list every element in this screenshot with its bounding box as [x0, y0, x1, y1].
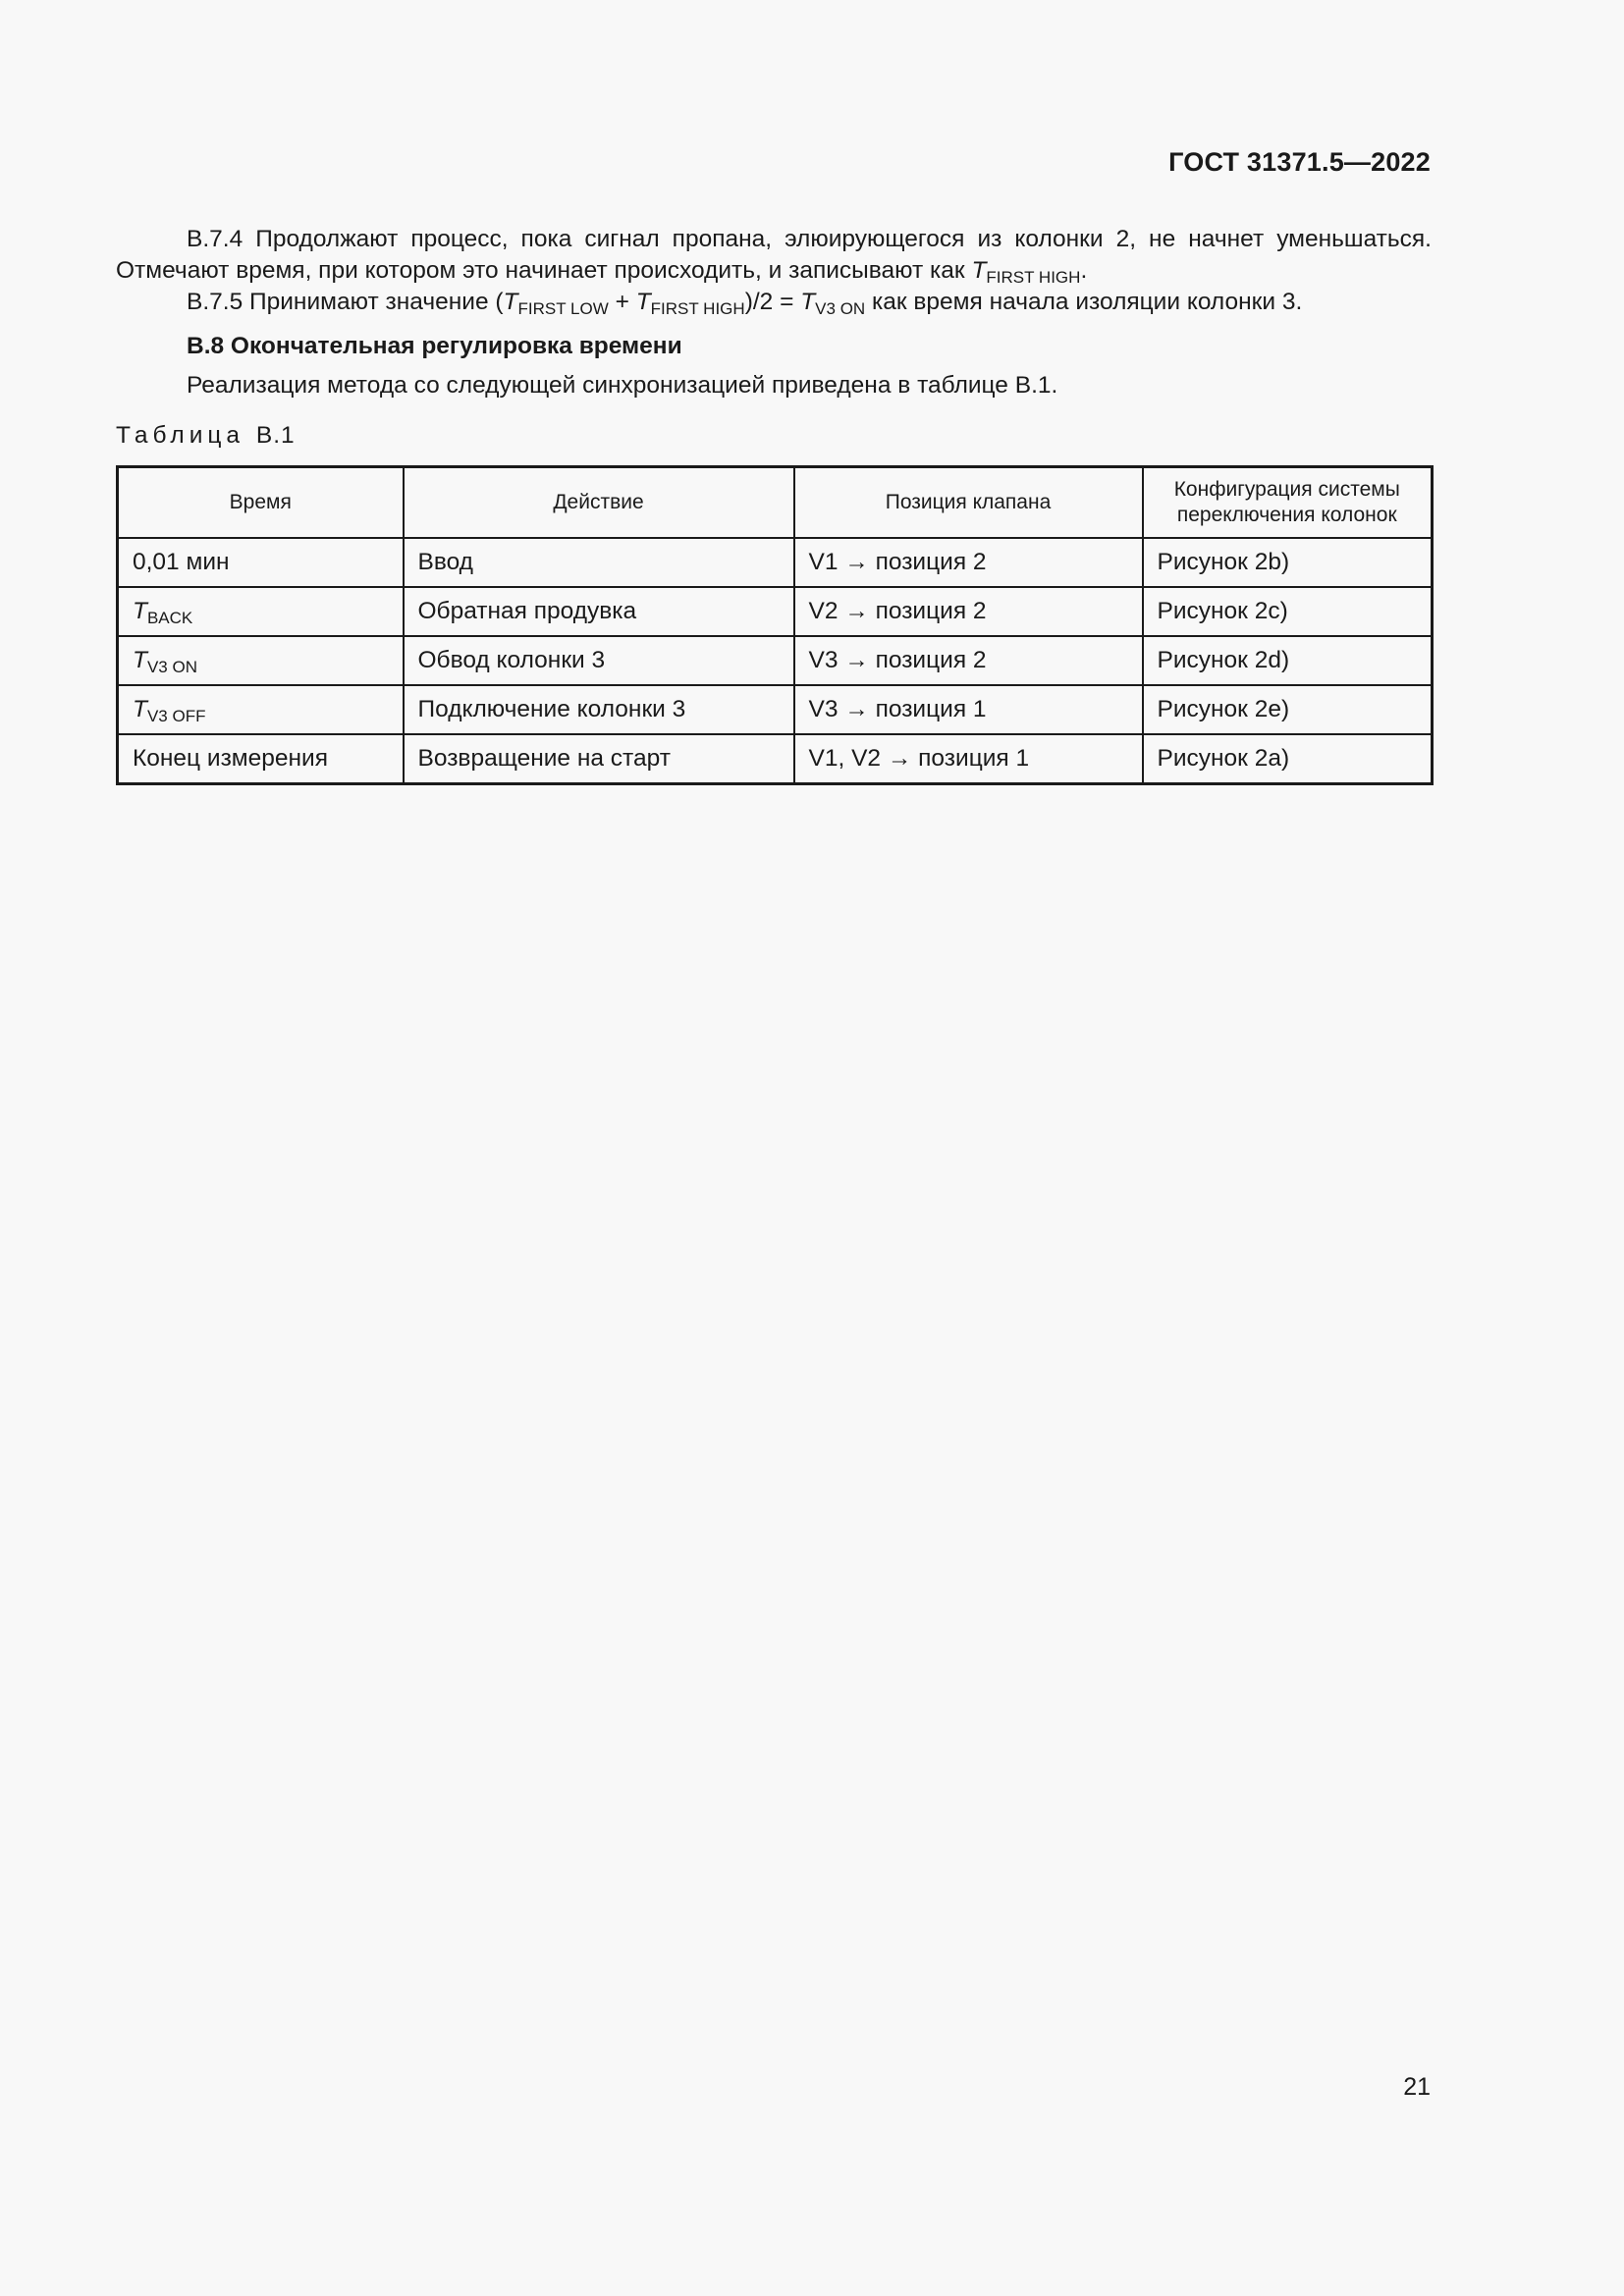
- t-subscript: FIRST LOW: [517, 299, 609, 318]
- header-valve-position: Позиция клапана: [794, 467, 1143, 539]
- table-caption-number: В.1: [255, 422, 296, 449]
- t-symbol: T: [133, 696, 147, 722]
- t-subscript: BACK: [146, 609, 193, 627]
- cell-config: Рисунок 2a): [1143, 734, 1433, 784]
- cell-time: 0,01 мин: [118, 538, 404, 587]
- table-caption: [116, 422, 296, 450]
- cell-time: [118, 636, 404, 685]
- paragraph-text: как время начала изоляции колонки 3.: [865, 289, 1303, 315]
- cell-action: Подключение колонки 3: [404, 685, 794, 734]
- table-row: [118, 685, 1433, 734]
- t-symbol: T: [971, 257, 987, 284]
- cell-config: Рисунок 2c): [1143, 587, 1433, 636]
- cell-valve: V3 → позиция 2: [794, 636, 1143, 685]
- t-symbol: T: [133, 647, 147, 673]
- cell-config: Рисунок 2d): [1143, 636, 1433, 685]
- cell-time: [118, 587, 404, 636]
- timing-table: [116, 465, 1434, 785]
- header-action: Действие: [404, 467, 794, 539]
- table-caption-word: Таблица: [116, 422, 245, 449]
- t-symbol: T: [503, 289, 518, 315]
- cell-action: Обратная продувка: [404, 587, 794, 636]
- cell-time: Конец измерения: [118, 734, 404, 784]
- t-subscript: V3 ON: [146, 658, 197, 676]
- section-heading: В.8 Окончательная регулировка времени: [187, 333, 682, 359]
- paragraph-b-7-5: [116, 287, 1432, 318]
- cell-valve: V1 → позиция 2: [794, 538, 1143, 587]
- page-number: 21: [1403, 2073, 1431, 2101]
- cell-valve: V1, V2 → позиция 1: [794, 734, 1143, 784]
- table-row: [118, 636, 1433, 685]
- paragraph-text: .: [1080, 257, 1088, 284]
- paragraph-text: В.7.5 Принимают значение (: [187, 289, 504, 315]
- paragraph-text: +: [608, 289, 636, 315]
- t-subscript: FIRST HIGH: [986, 268, 1081, 287]
- paragraph-b-7-4: [116, 224, 1432, 287]
- document-code: ГОСТ 31371.5—2022: [1168, 147, 1431, 177]
- cell-config: Рисунок 2b): [1143, 538, 1433, 587]
- paragraph-text: В.7.4 Продолжают процесс, пока сигнал пропана, элюирующегося из колонки 2, не начнет уменьшаться. Отмечают время, при котором это начинает происходить, и записывают как: [116, 226, 1432, 284]
- t-symbol: T: [635, 289, 651, 315]
- header-time: Время: [118, 467, 404, 539]
- cell-valve: V2 → позиция 2: [794, 587, 1143, 636]
- cell-config: Рисунок 2e): [1143, 685, 1433, 734]
- cell-action: Обвод колонки 3: [404, 636, 794, 685]
- table-header-row: [118, 467, 1433, 539]
- paragraph-text: )/2 =: [744, 289, 801, 315]
- cell-action: Возвращение на старт: [404, 734, 794, 784]
- cell-action: Ввод: [404, 538, 794, 587]
- t-subscript: V3 ON: [815, 299, 866, 318]
- cell-valve: V3 → позиция 1: [794, 685, 1143, 734]
- table-row: [118, 587, 1433, 636]
- t-symbol: T: [800, 289, 816, 315]
- t-subscript: V3 OFF: [146, 707, 206, 725]
- table-row: [118, 734, 1433, 784]
- paragraph-intro: [116, 370, 1432, 401]
- t-symbol: T: [133, 598, 147, 624]
- table-row: [118, 538, 1433, 587]
- header-configuration: Конфигурация системы переключения колонок: [1143, 467, 1433, 539]
- cell-time: [118, 685, 404, 734]
- t-subscript: FIRST HIGH: [650, 299, 745, 318]
- paragraph-text: Реализация метода со следующей синхронизацией приведена в таблице В.1.: [187, 372, 1058, 399]
